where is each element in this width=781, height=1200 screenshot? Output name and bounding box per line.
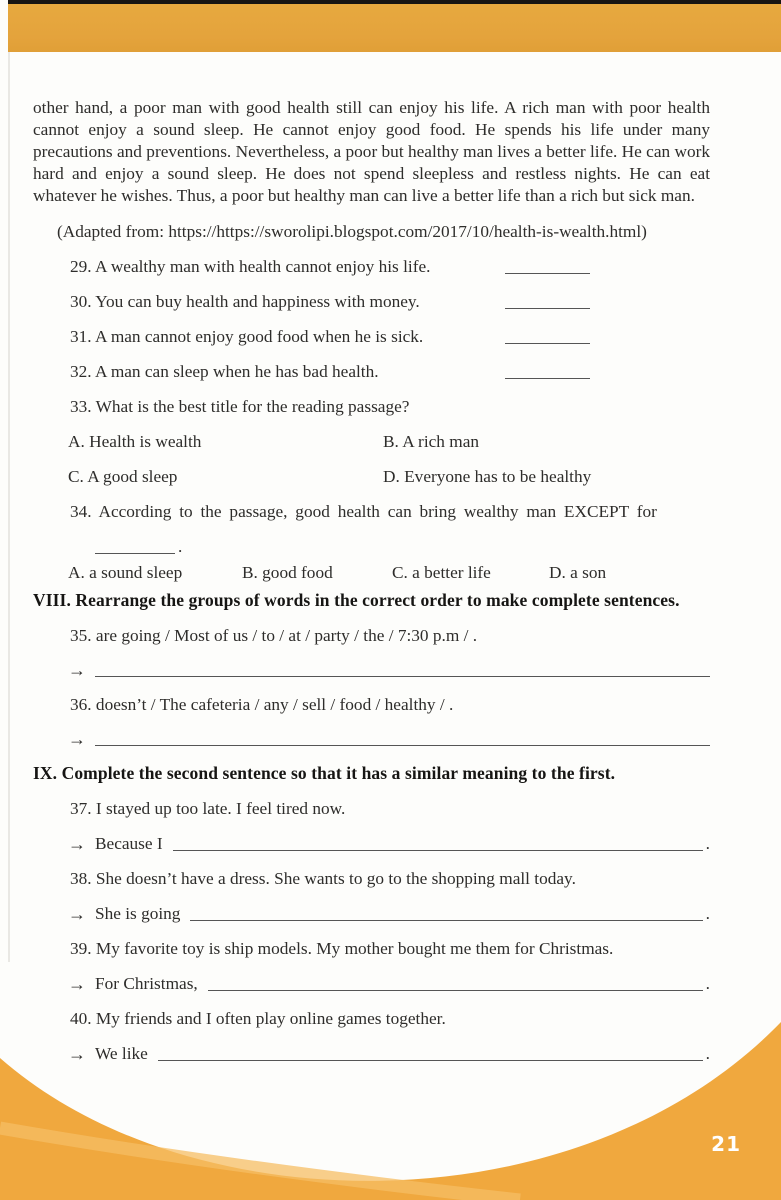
option-34-b: B. good food	[242, 563, 333, 582]
question-40-answer-row	[33, 1043, 710, 1064]
answer-blank-32[interactable]	[505, 378, 590, 379]
question-36-answer-row	[33, 729, 710, 749]
question-29	[33, 256, 710, 277]
section-viii-heading: VIII. Rearrange the groups of words in the correct order to make complete sentences.	[33, 590, 680, 610]
answer-blank-29[interactable]	[505, 273, 590, 274]
question-29-text: 29. A wealthy man with health cannot enjoy his life.	[70, 257, 431, 276]
question-34-blank-row	[33, 536, 710, 557]
answer-line-38[interactable]	[190, 920, 702, 921]
question-39-answer-row	[33, 973, 710, 994]
question-31	[33, 326, 710, 347]
question-37-answer-row	[33, 833, 710, 854]
answer-line-37[interactable]	[173, 850, 703, 851]
question-34-options-row	[33, 562, 710, 583]
question-32-text: 32. A man can sleep when he has bad health.	[70, 362, 379, 381]
option-33-a: A. Health is wealth	[68, 432, 202, 451]
answer-line-36[interactable]	[95, 745, 710, 746]
answer-line-35[interactable]	[95, 676, 710, 677]
answer-prefix-38: She is going	[95, 904, 181, 923]
question-38-answer-row	[33, 903, 710, 924]
question-40: 40. My friends and I often play online games together.	[70, 1009, 446, 1028]
question-34-blank-period: .	[178, 537, 183, 556]
question-35-answer-row	[33, 660, 710, 680]
option-33-b: B. A rich man	[383, 432, 479, 451]
question-34: 34. According to the passage, good health can bring wealthy man EXCEPT for	[70, 502, 657, 521]
page-number: 21	[711, 1132, 741, 1156]
question-35: 35. are going / Most of us / to / at / party / the / 7:30 p.m / .	[70, 626, 478, 645]
question-33-options-row-1	[33, 431, 710, 452]
question-39: 39. My favorite toy is ship models. My mother bought me them for Christmas.	[70, 939, 614, 958]
question-32	[33, 361, 710, 382]
arrow-icon: →	[68, 1044, 86, 1064]
question-37: 37. I stayed up too late. I feel tired now.	[70, 799, 346, 818]
question-30-text: 30. You can buy health and happiness with money.	[70, 292, 420, 311]
option-34-a: A. a sound sleep	[68, 563, 183, 582]
question-33: 33. What is the best title for the reading passage?	[70, 397, 410, 416]
option-33-c: C. A good sleep	[68, 467, 178, 486]
option-34-c: C. a better life	[392, 563, 491, 582]
arrow-icon: →	[68, 729, 86, 749]
option-34-d: D. a son	[549, 563, 607, 582]
arrow-icon: →	[68, 834, 86, 854]
answer-blank-30[interactable]	[505, 308, 590, 309]
arrow-icon: →	[68, 660, 86, 680]
answer-line-39[interactable]	[208, 990, 703, 991]
answer-prefix-40: We like	[95, 1044, 148, 1063]
answer-blank-31[interactable]	[505, 343, 590, 344]
reading-passage: other hand, a poor man with good health still can enjoy his life. A rich man with poor health cannot enjoy a sound sleep. He cannot enjoy good food. He spends his life under many precautions and preventions. Nevertheless, a poor but healthy man lives a better life. He can work hard and enjoy a sound sleep. He does not spend sleepless and restless nights. He can eat whatever he wishes. Thus, a poor but healthy man can live a better life than a rich but sick man.	[33, 98, 710, 205]
answer-line-40[interactable]	[158, 1060, 703, 1061]
answer-blank-34[interactable]	[95, 553, 175, 554]
answer-prefix-39: For Christmas,	[95, 974, 198, 993]
arrow-icon: →	[68, 904, 86, 924]
answer-suffix-37: .	[705, 834, 710, 853]
section-ix-heading: IX. Complete the second sentence so that it has a similar meaning to the first.	[33, 763, 616, 783]
answer-prefix-37: Because I	[95, 834, 163, 853]
answer-suffix-38: .	[705, 904, 710, 923]
page-edge-shadow	[8, 52, 10, 962]
question-38: 38. She doesn’t have a dress. She wants to go to the shopping mall today.	[70, 869, 576, 888]
top-orange-band	[8, 0, 781, 52]
question-36: 36. doesn’t / The cafeteria / any / sell / food / healthy / .	[70, 695, 454, 714]
page-content	[33, 52, 710, 1064]
source-citation: (Adapted from: https://https://sworolipi.blogspot.com/2017/10/health-is-wealth.html)	[57, 222, 647, 241]
answer-suffix-39: .	[705, 974, 710, 993]
question-33-options-row-2	[33, 466, 710, 487]
question-31-text: 31. A man cannot enjoy good food when he is sick.	[70, 327, 424, 346]
arrow-icon: →	[68, 974, 86, 994]
option-33-d: D. Everyone has to be healthy	[383, 467, 592, 486]
answer-suffix-40: .	[705, 1044, 710, 1063]
question-30	[33, 291, 710, 312]
